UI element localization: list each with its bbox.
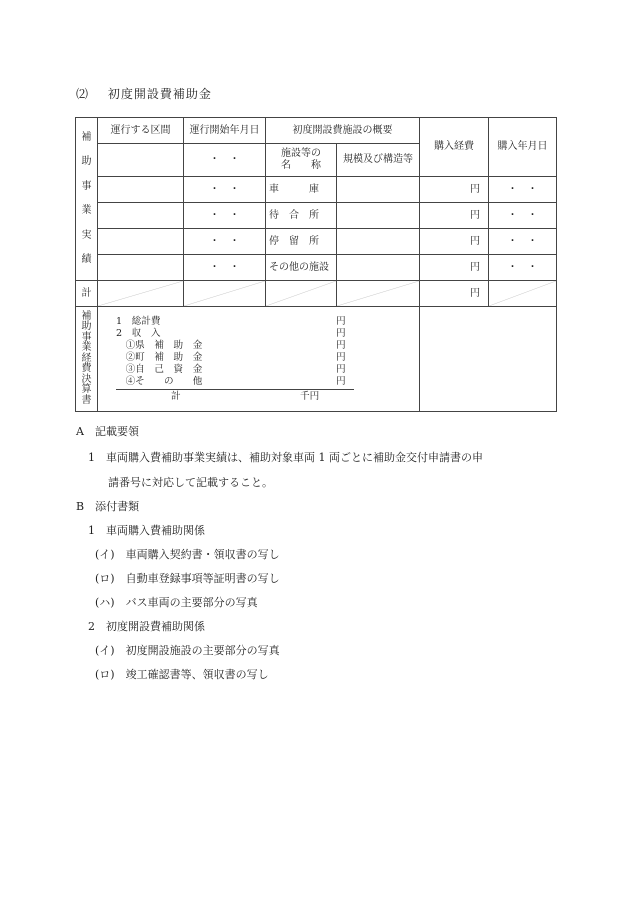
- cell-route[interactable]: [98, 229, 184, 255]
- facility-name: 停 留 所: [266, 229, 337, 255]
- cell-purchase-date[interactable]: ・ ・: [489, 203, 557, 229]
- header-scale-structure: 規模及び構造等: [337, 144, 420, 177]
- notes-b2-item: (イ) 初度開設施設の主要部分の写真: [95, 644, 280, 657]
- facility-name: 待 合 所: [266, 203, 337, 229]
- total-purchase-slash: [489, 281, 557, 307]
- total-cost[interactable]: 円: [420, 281, 489, 307]
- cell-start-date-0[interactable]: ・ ・: [184, 144, 266, 177]
- expense-row: [76, 307, 557, 412]
- facility-row: [76, 229, 557, 255]
- cell-start-date[interactable]: ・ ・: [184, 177, 266, 203]
- notes-b1-item: (ハ) バス車両の主要部分の写真: [95, 596, 258, 609]
- header-cost: 購入経費: [420, 118, 489, 177]
- expense-line-own-funds: ③自 己 資 金 円: [116, 364, 346, 375]
- expense-line-total-cost: 1 総計費 円: [116, 316, 346, 327]
- facility-row: [76, 203, 557, 229]
- header-facility-name: 施設等の名 称: [266, 144, 337, 177]
- side-label-expense: 補助事業経費決算書: [76, 307, 98, 412]
- notes-b1-item: (ロ) 自動車登録事項等証明書の写し: [95, 572, 280, 585]
- facility-row: [76, 177, 557, 203]
- total-date-slash: [184, 281, 266, 307]
- cell-start-date[interactable]: ・ ・: [184, 255, 266, 281]
- notes-b1-heading: 1 車両購入費補助関係: [88, 524, 205, 537]
- cell-cost[interactable]: 円: [420, 203, 489, 229]
- cell-route[interactable]: [98, 255, 184, 281]
- expense-line-sum: 計 千円: [171, 391, 320, 402]
- cell-cost[interactable]: 円: [420, 177, 489, 203]
- total-name-slash: [266, 281, 337, 307]
- cell-scale[interactable]: [337, 203, 420, 229]
- total-route-slash: [98, 281, 184, 307]
- cell-purchase-date[interactable]: ・ ・: [489, 255, 557, 281]
- notes-b1-item: (イ) 車両購入契約書・領収書の写し: [95, 548, 280, 561]
- total-scale-slash: [337, 281, 420, 307]
- expense-line-income: 2 収 入 円: [116, 328, 346, 339]
- cell-start-date[interactable]: ・ ・: [184, 229, 266, 255]
- cell-route-0[interactable]: [98, 144, 184, 177]
- expense-statement: [98, 307, 420, 412]
- expense-sum-rule: [116, 389, 354, 390]
- side-label-results: 補助事業実績: [76, 118, 98, 281]
- header-route: 運行する区間: [98, 118, 184, 144]
- side-label-total: 計: [76, 281, 98, 307]
- cell-start-date[interactable]: ・ ・: [184, 203, 266, 229]
- expense-blank[interactable]: [420, 307, 557, 412]
- header-start-date: 運行開始年月日: [184, 118, 266, 144]
- notes-a1-line1: 1 車両購入費補助事業実績は、補助対象車両 1 両ごとに補助金交付申請書の申: [88, 451, 483, 464]
- cell-route[interactable]: [98, 177, 184, 203]
- section-title: [76, 85, 212, 102]
- header-facility-overview: 初度開設費施設の概要: [266, 118, 420, 144]
- cell-scale[interactable]: [337, 229, 420, 255]
- cell-scale[interactable]: [337, 255, 420, 281]
- facility-name: その他の施設: [266, 255, 337, 281]
- notes-b-heading: B 添付書類: [76, 500, 140, 513]
- cell-scale[interactable]: [337, 177, 420, 203]
- notes-b2-heading: 2 初度開設費補助関係: [88, 620, 205, 633]
- notes-a1-line2: 請番号に対応して記載すること。: [108, 476, 273, 489]
- cell-cost[interactable]: 円: [420, 255, 489, 281]
- cell-purchase-date[interactable]: ・ ・: [489, 177, 557, 203]
- cell-cost[interactable]: 円: [420, 229, 489, 255]
- cell-route[interactable]: [98, 203, 184, 229]
- section-title-text: 初度開設費補助金: [107, 87, 212, 101]
- notes-b2-item: (ロ) 竣工確認書等、領収書の写し: [95, 668, 269, 681]
- cell-purchase-date[interactable]: ・ ・: [489, 229, 557, 255]
- subsidy-report-table: [75, 117, 557, 412]
- total-row: [76, 281, 557, 307]
- facility-name: 車 庫: [266, 177, 337, 203]
- header-purchase-date: 購入年月日: [489, 118, 557, 177]
- expense-line-town-subsidy: ②町 補 助 金 円: [116, 352, 346, 363]
- expense-line-prefecture-subsidy: ①県 補 助 金 円: [116, 340, 346, 351]
- expense-line-other: ④そ の 他 円: [116, 376, 346, 387]
- section-number: ⑵: [76, 87, 90, 101]
- notes-a-heading: A 記載要領: [76, 425, 139, 438]
- facility-row: [76, 255, 557, 281]
